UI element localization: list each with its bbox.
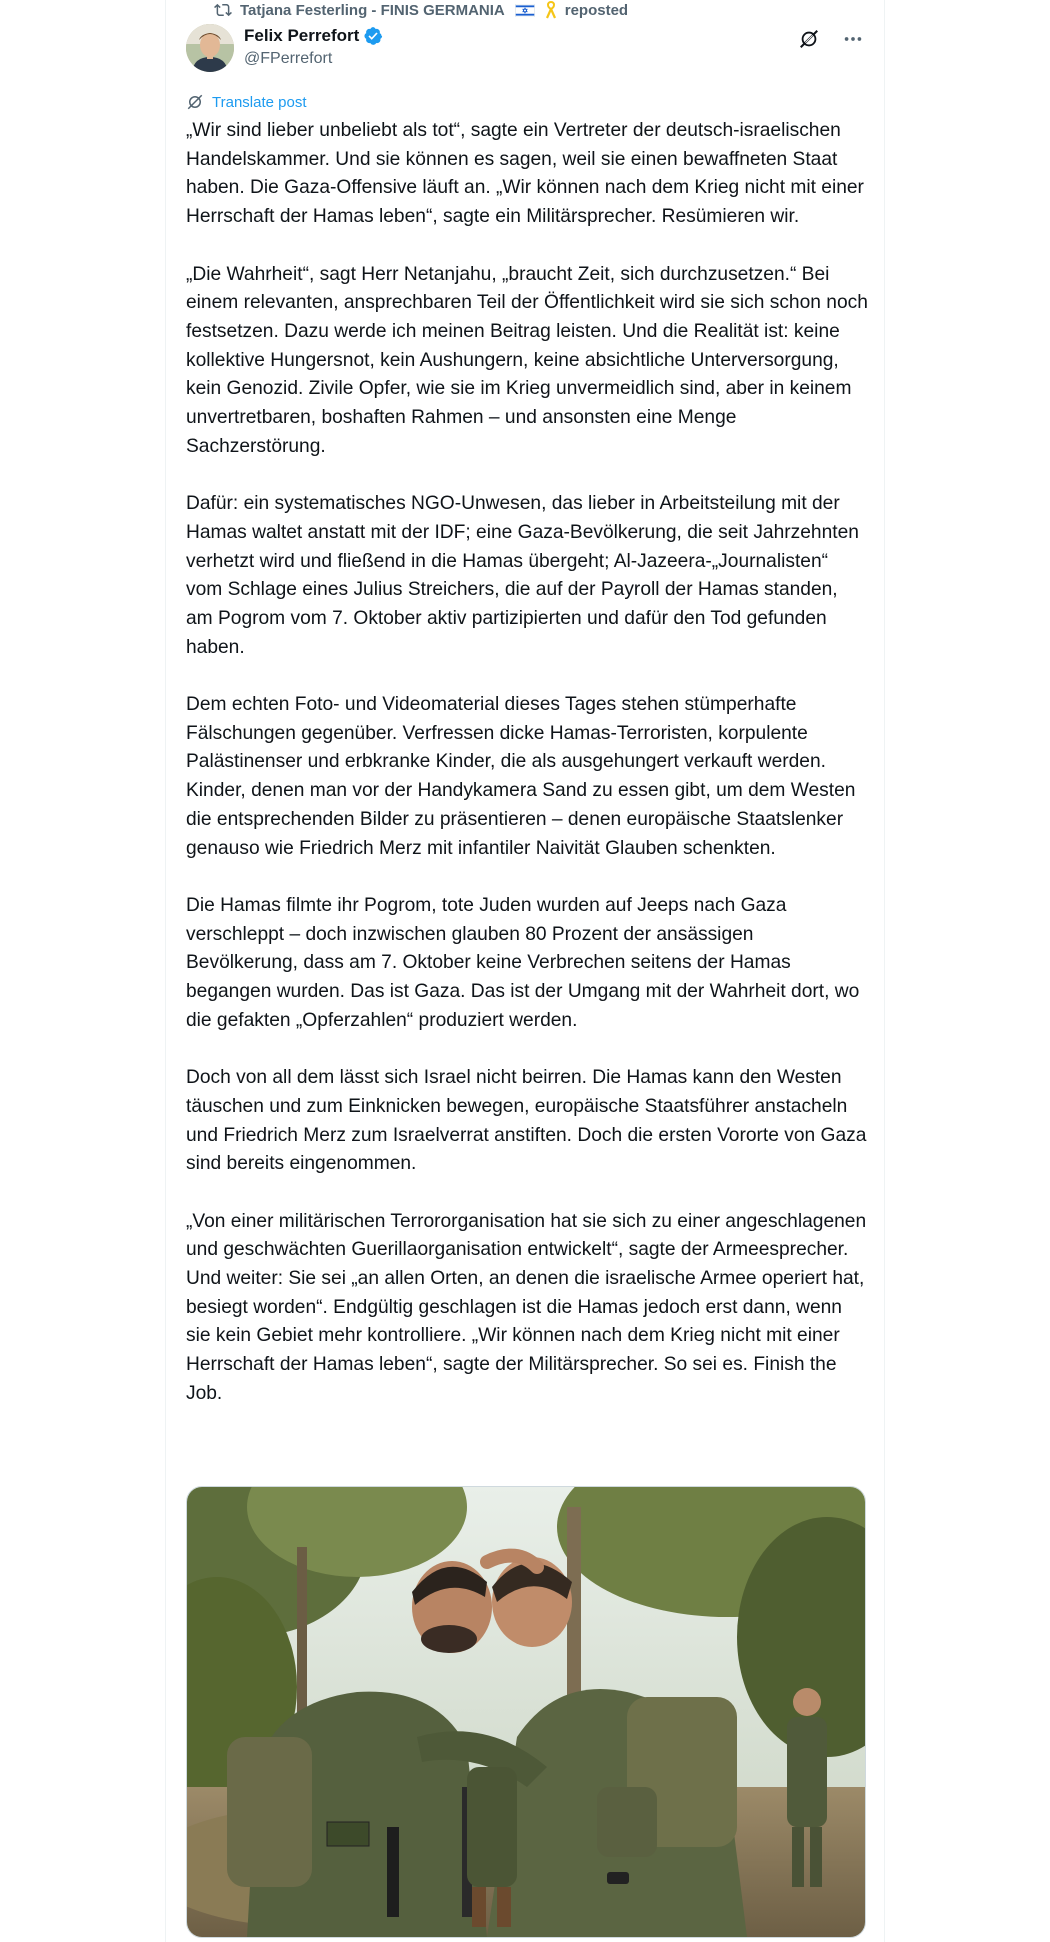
post-paragraph-4: Dem echten Foto- und Videomaterial dieses Tages stehen stümperhafte Fälschungen gegenüber. Verfressen dicke Hamas-Terroristen, korpulente Palästinenser und erbkranke Kinder, die als ausgehungert verkauft werden. Kinder, denen man vor der Handykamera Sand zu essen gibt, um dem Westen die entsprechenden Bilder zu präsentieren – denen europäische Staatslenker genauso wie Friedrich Merz mit infantiler Naivität Glauben schenkten. [186, 694, 856, 859]
yellow-ribbon-icon [545, 1, 557, 19]
translate-post-label[interactable]: Translate post [212, 93, 307, 111]
author-display-name[interactable]: Felix Perrefort [244, 26, 360, 45]
post-column [165, 0, 885, 1942]
post-media-photo[interactable] [186, 1486, 866, 1938]
post-paragraph-5: Die Hamas filmte ihr Pogrom, tote Juden wurden auf Jeeps nach Gaza verschleppt – doch inzwischen glauben 80 Prozent der ansässigen Bevölkerung, dass am 7. Oktober keine Verbrechen seitens der Hamas begangen wurden. Das ist Gaza. Das ist der Umgang mit der Wahrheit dort, wo die gefakten „Opferzahlen“ produziert werden. [186, 894, 860, 1031]
grok-icon [798, 28, 820, 50]
author-handle[interactable]: @FPerrefort [244, 50, 333, 67]
more-button[interactable] [840, 26, 866, 52]
avatar[interactable] [186, 24, 234, 72]
author-name[interactable] [244, 26, 383, 46]
post-text [186, 117, 868, 1437]
repost-user[interactable]: Tatjana Festerling - FINIS GERMANIA [240, 1, 505, 19]
repost-icon [214, 1, 232, 19]
post-paragraph-3: Dafür: ein systematisches NGO-Unwesen, das lieber in Arbeitsteilung mit der Hamas waltet anstatt mit der IDF; eine Gaza-Bevölkerung, die seit Jahrzehnten verhetzt wird und fließend in die Hamas übergeht; Al-Jazeera-„Journalisten“ vom Schlage eines Julius Streichers, die auf der Payroll der Hamas standen, am Pogrom vom 7. Oktober aktiv partizipierten und dafür den Tod gefunden haben. [186, 493, 859, 658]
israel-flag-icon [515, 4, 535, 17]
post-paragraph-1: „Wir sind lieber unbeliebt als tot“, sagte ein Vertreter der deutsch-israelischen Handelskammer. Und sie können es sagen, weil sie einen bewaffneten Staat haben. Die Gaza-Offensive läuft an. „Wir können nach dem Krieg nicht mit einer Herrschaft der Hamas leben“, sagte ein Militärsprecher. Resümieren wir. [186, 120, 864, 228]
translate-post-link[interactable] [186, 93, 307, 111]
verified-badge-icon [363, 26, 383, 46]
repost-label: reposted [564, 1, 629, 19]
post-paragraph-7: „Von einer militärischen Terrororganisation hat sie sich zu einer angeschlagenen und geschwächten Guerillaorganisation entwickelt“, sagte der Armeesprecher. Und weiter: Sie sei „an allen Orten, an denen die israelische Armee operiert hat, besiegt worden“. Endgültig geschlagen ist die Hamas jedoch erst dann, wenn sie kein Gebiet mehr kontrolliere. „Wir können nach dem Krieg nicht mit einer Herrschaft der Hamas leben“, sagte der Militärsprecher. So sei es. Finish the Job. [186, 1210, 867, 1404]
repost-header [214, 0, 628, 20]
post-top-actions [796, 26, 866, 52]
post-paragraph-2: „Die Wahrheit“, sagt Herr Netanjahu, „braucht Zeit, sich durchzusetzen.“ Bei einem relevanten, ansprechbaren Teil der Öffentlichkeit wird sie sich schon noch festsetzen. Dazu werde ich meinen Beitrag leisten. Und die Realität ist: keine kollektive Hungersnot, kein Aushungern, keine absichtliche Unterversorgung, kein Genozid. Zivile Opfer, wie sie im Krieg unvermeidlich sind, aber in keinem unvertretbaren, boshaften Rahmen – und ansonsten eine Menge Sachzerstörung. [186, 263, 868, 457]
post-paragraph-6: Doch von all dem lässt sich Israel nicht beirren. Die Hamas kann den Westen täuschen und zum Einknicken bewegen, europäische Staatsführer anstacheln und Friedrich Merz zum Israelverrat anstiften. Doch die ersten Vororte von Gaza sind bereits eingenommen. [186, 1067, 867, 1175]
translate-icon [186, 93, 204, 111]
grok-button[interactable] [796, 26, 822, 52]
more-icon [842, 28, 864, 50]
soldiers-photo [187, 1487, 865, 1937]
